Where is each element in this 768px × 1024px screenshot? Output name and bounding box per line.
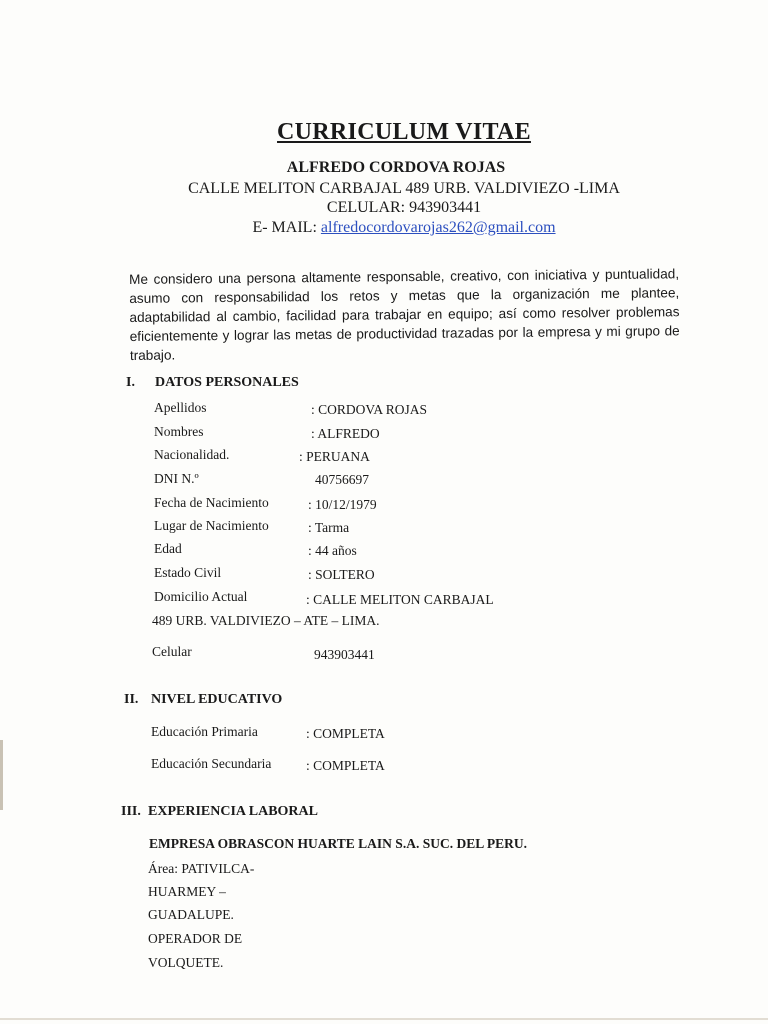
- field-value: : COMPLETA: [306, 758, 385, 773]
- work-line: OPERADOR DE: [148, 931, 243, 946]
- section-number: II.: [124, 692, 139, 707]
- field-value: : ALFREDO: [311, 426, 380, 441]
- field-label: Nombres: [154, 424, 204, 439]
- header-email-line: [20, 219, 768, 237]
- work-line: Área: PATIVILCA-: [148, 861, 255, 876]
- field-label: Apellidos: [154, 400, 207, 415]
- field-value: : COMPLETA: [306, 726, 385, 741]
- email-link[interactable]: alfredocordovarojas262@gmail.com: [320, 219, 556, 236]
- intro-paragraph: Me considero una persona altamente responsable, creativo, con iniciativa y puntualidad, asumo con responsabilidad los retos y metas que la organización me plantee, adaptabilidad al cambio, facilidad para trabajar en equipo; así como resolver problemas eficientemente y lograr las metas de productividad trazadas por la empresa y mi grupo de trabajo.: [129, 266, 680, 363]
- field-value: : Tarma: [308, 520, 350, 535]
- applicant-name: ALFREDO CORDOVA ROJAS: [286, 159, 506, 176]
- field-value: : SOLTERO: [308, 567, 375, 582]
- scan-edge-line: [0, 1018, 768, 1020]
- field-value: 40756697: [315, 472, 369, 487]
- work-line: HUARMEY –: [148, 884, 226, 899]
- field-label: Educación Primaria: [151, 724, 258, 739]
- field-label: DNI N.º: [154, 471, 199, 486]
- work-line: GUADALUPE.: [148, 907, 234, 922]
- field-value: : CORDOVA ROJAS: [311, 402, 428, 417]
- field-value: : 10/12/1979: [308, 497, 377, 512]
- field-label: Domicilio Actual: [154, 589, 248, 604]
- scan-edge-mark: [0, 740, 3, 810]
- field-label: Celular: [152, 644, 192, 659]
- field-label: Estado Civil: [154, 565, 222, 580]
- section-number: I.: [126, 375, 135, 390]
- header-address: CALLE MELITON CARBAJAL 489 URB. VALDIVIEZO -LIMA: [188, 180, 620, 197]
- field-value: : CALLE MELITON CARBAJAL: [306, 592, 494, 607]
- section-title-nivel: NIVEL EDUCATIVO: [151, 692, 283, 707]
- document-title: CURRICULUM VITAE: [277, 119, 531, 145]
- company-name: EMPRESA OBRASCON HUARTE LAIN S.A. SUC. DEL PERU.: [149, 836, 527, 851]
- section-title-experiencia: EXPERIENCIA LABORAL: [148, 804, 318, 819]
- field-label: Fecha de Nacimiento: [154, 495, 269, 510]
- field-value: : PERUANA: [299, 449, 370, 464]
- address-continuation: 489 URB. VALDIVIEZO – ATE – LIMA.: [152, 613, 380, 628]
- section-number: III.: [121, 804, 141, 819]
- field-label: Edad: [154, 541, 182, 556]
- field-value: 943903441: [314, 647, 375, 662]
- field-label: Nacionalidad.: [154, 447, 230, 462]
- header-phone: CELULAR: 943903441: [326, 199, 482, 216]
- work-line: VOLQUETE.: [148, 955, 224, 970]
- section-title-datos: DATOS PERSONALES: [155, 375, 299, 390]
- field-label: Lugar de Nacimiento: [154, 518, 269, 533]
- field-value: : 44 años: [308, 543, 357, 558]
- field-label: Educación Secundaria: [151, 756, 272, 771]
- email-label: E- MAIL:: [252, 219, 321, 236]
